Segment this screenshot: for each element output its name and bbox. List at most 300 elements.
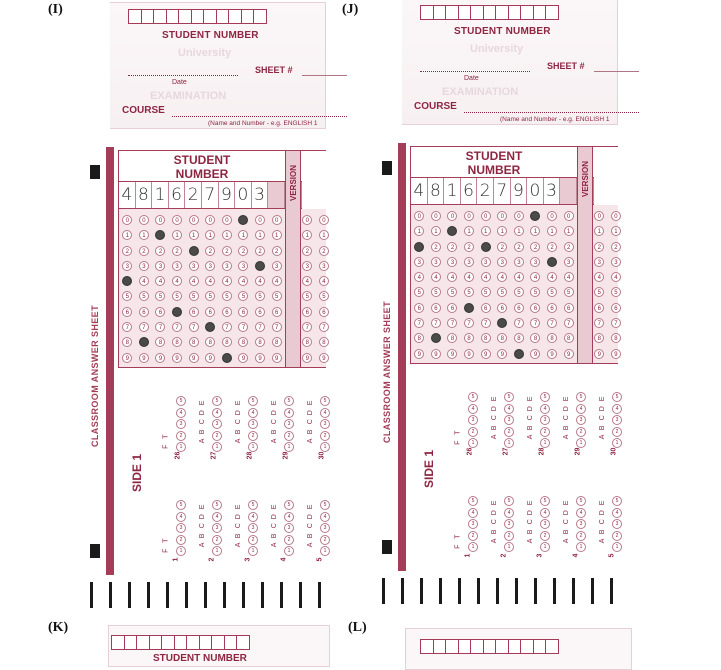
digit-bubble[interactable]: 2 — [431, 242, 441, 252]
answer-bubble[interactable]: 3 — [504, 415, 514, 425]
digit-bubble[interactable]: 4 — [564, 272, 574, 282]
digit-bubble[interactable]: 4 — [255, 276, 265, 286]
answer-bubble[interactable]: 4 — [504, 404, 514, 414]
digit-bubble[interactable]: 2 — [497, 242, 507, 252]
answer-bubble[interactable]: 3 — [612, 519, 622, 529]
answer-bubble[interactable]: 1 — [468, 542, 478, 552]
digit-bubble[interactable]: 7 — [189, 322, 199, 332]
digit-bubble[interactable]: 0 — [155, 215, 165, 225]
answer-bubble[interactable]: 2 — [468, 531, 478, 541]
digit-bubble[interactable]: 6 — [611, 303, 621, 313]
digit-bubble[interactable]: 6 — [514, 303, 524, 313]
digit-bubble[interactable]: 0 — [594, 211, 604, 221]
digit-bubble[interactable]: 1 — [205, 230, 215, 240]
digit-bubble[interactable]: 5 — [497, 287, 507, 297]
digit-bubble[interactable]: 7 — [594, 318, 604, 328]
digit-bubble[interactable]: 2 — [611, 242, 621, 252]
digit-bubble[interactable]: 1 — [139, 230, 149, 240]
answer-bubble[interactable]: 3 — [320, 523, 330, 533]
digit-bubble[interactable]: 1 — [530, 226, 540, 236]
answer-bubble[interactable]: 4 — [212, 408, 222, 418]
answer-bubble[interactable]: 3 — [176, 523, 186, 533]
digit-bubble[interactable]: 0 — [272, 215, 282, 225]
answer-bubble[interactable]: 4 — [248, 512, 258, 522]
digit-bubble[interactable]: 6 — [122, 307, 132, 317]
answer-bubble[interactable]: 1 — [320, 442, 330, 452]
digit-bubble[interactable]: 7 — [431, 318, 441, 328]
digit-bubble[interactable]: 2 — [594, 242, 604, 252]
digit-bubble[interactable]: 7 — [319, 322, 329, 332]
digit-bubble[interactable]: 5 — [155, 291, 165, 301]
answer-bubble[interactable]: 3 — [212, 523, 222, 533]
answer-bubble[interactable]: 1 — [212, 442, 222, 452]
digit-bubble[interactable]: 2 — [205, 246, 215, 256]
digit-bubble[interactable]: 7 — [547, 318, 557, 328]
answer-bubble[interactable]: 2 — [284, 431, 294, 441]
digit-bubble[interactable]: 5 — [222, 291, 232, 301]
digit-bubble[interactable]: 0 — [222, 215, 232, 225]
digit-bubble[interactable]: 4 — [414, 272, 424, 282]
digit-bubble[interactable]: 0 — [564, 211, 574, 221]
answer-bubble[interactable]: 2 — [284, 535, 294, 545]
digit-bubble[interactable]: 2 — [255, 246, 265, 256]
answer-bubble[interactable]: 1 — [576, 438, 586, 448]
digit-bubble[interactable]: 4 — [222, 276, 232, 286]
digit-bubble[interactable]: 9 — [205, 353, 215, 363]
digit-bubble[interactable]: 1 — [594, 226, 604, 236]
digit-bubble[interactable]: 0 — [514, 211, 524, 221]
digit-bubble[interactable]: 5 — [272, 291, 282, 301]
digit-bubble[interactable]: 8 — [222, 337, 232, 347]
digit-bubble[interactable]: 3 — [464, 257, 474, 267]
digit-bubble[interactable]: 9 — [464, 349, 474, 359]
digit-bubble[interactable]: 4 — [431, 272, 441, 282]
digit-bubble[interactable]: 9 — [447, 349, 457, 359]
answer-bubble[interactable]: 3 — [576, 519, 586, 529]
answer-bubble[interactable]: 4 — [176, 512, 186, 522]
answer-bubble[interactable]: 3 — [576, 415, 586, 425]
answer-bubble[interactable]: 1 — [284, 442, 294, 452]
digit-bubble[interactable]: 2 — [530, 242, 540, 252]
answer-bubble[interactable]: 5 — [540, 392, 550, 402]
digit-bubble[interactable]: 7 — [139, 322, 149, 332]
digit-bubble[interactable]: 2 — [547, 242, 557, 252]
digit-bubble[interactable]: 1 — [172, 230, 182, 240]
digit-bubble[interactable]: 9 — [255, 353, 265, 363]
digit-bubble[interactable] — [431, 333, 441, 343]
answer-bubble[interactable]: 5 — [320, 500, 330, 510]
answer-bubble[interactable]: 5 — [468, 392, 478, 402]
digit-bubble[interactable]: 5 — [564, 287, 574, 297]
answer-bubble[interactable]: 4 — [576, 404, 586, 414]
digit-bubble[interactable]: 5 — [122, 291, 132, 301]
digit-bubble[interactable]: 9 — [139, 353, 149, 363]
digit-bubble[interactable] — [238, 215, 248, 225]
answer-bubble[interactable]: 1 — [540, 542, 550, 552]
digit-bubble[interactable]: 5 — [547, 287, 557, 297]
answer-bubble[interactable]: 5 — [176, 396, 186, 406]
answer-bubble[interactable]: 5 — [212, 396, 222, 406]
answer-bubble[interactable]: 1 — [612, 438, 622, 448]
digit-bubble[interactable]: 7 — [255, 322, 265, 332]
answer-bubble[interactable]: 3 — [504, 519, 514, 529]
digit-bubble[interactable]: 1 — [611, 226, 621, 236]
digit-bubble[interactable]: 8 — [464, 333, 474, 343]
digit-bubble[interactable]: 8 — [255, 337, 265, 347]
answer-bubble[interactable]: 1 — [504, 542, 514, 552]
answer-bubble[interactable]: 2 — [576, 427, 586, 437]
digit-bubble[interactable]: 0 — [547, 211, 557, 221]
digit-bubble[interactable]: 8 — [272, 337, 282, 347]
answer-bubble[interactable]: 4 — [284, 512, 294, 522]
digit-bubble[interactable]: 9 — [530, 349, 540, 359]
digit-bubble[interactable]: 4 — [497, 272, 507, 282]
digit-bubble[interactable]: 3 — [530, 257, 540, 267]
digit-bubble[interactable]: 5 — [594, 287, 604, 297]
digit-bubble[interactable]: 6 — [447, 303, 457, 313]
answer-bubble[interactable]: 3 — [468, 415, 478, 425]
digit-bubble[interactable] — [530, 211, 540, 221]
digit-bubble[interactable]: 5 — [514, 287, 524, 297]
digit-bubble[interactable]: 8 — [172, 337, 182, 347]
digit-bubble[interactable] — [481, 242, 491, 252]
digit-bubble[interactable]: 9 — [497, 349, 507, 359]
digit-bubble[interactable]: 5 — [611, 287, 621, 297]
digit-bubble[interactable]: 2 — [222, 246, 232, 256]
digit-bubble[interactable]: 0 — [172, 215, 182, 225]
digit-bubble[interactable]: 4 — [447, 272, 457, 282]
digit-bubble[interactable]: 7 — [481, 318, 491, 328]
digit-bubble[interactable]: 8 — [530, 333, 540, 343]
digit-bubble[interactable]: 0 — [319, 215, 329, 225]
digit-bubble[interactable]: 3 — [611, 257, 621, 267]
digit-bubble[interactable]: 7 — [447, 318, 457, 328]
digit-bubble[interactable]: 7 — [464, 318, 474, 328]
answer-bubble[interactable]: 5 — [284, 396, 294, 406]
digit-bubble[interactable] — [222, 353, 232, 363]
digit-bubble[interactable]: 0 — [497, 211, 507, 221]
answer-bubble[interactable]: 5 — [468, 496, 478, 506]
answer-bubble[interactable]: 5 — [504, 392, 514, 402]
answer-bubble[interactable]: 4 — [320, 512, 330, 522]
digit-bubble[interactable]: 7 — [514, 318, 524, 328]
answer-bubble[interactable]: 5 — [576, 392, 586, 402]
answer-bubble[interactable]: 2 — [612, 427, 622, 437]
digit-bubble[interactable]: 4 — [481, 272, 491, 282]
digit-bubble[interactable]: 6 — [481, 303, 491, 313]
answer-bubble[interactable]: 1 — [284, 546, 294, 556]
digit-bubble[interactable]: 8 — [205, 337, 215, 347]
digit-bubble[interactable]: 6 — [272, 307, 282, 317]
answer-bubble[interactable]: 3 — [540, 519, 550, 529]
answer-bubble[interactable]: 1 — [248, 546, 258, 556]
answer-bubble[interactable]: 5 — [576, 496, 586, 506]
digit-bubble[interactable]: 1 — [481, 226, 491, 236]
digit-bubble[interactable]: 6 — [189, 307, 199, 317]
digit-bubble[interactable]: 8 — [481, 333, 491, 343]
digit-bubble[interactable]: 3 — [564, 257, 574, 267]
digit-bubble[interactable]: 3 — [431, 257, 441, 267]
answer-bubble[interactable]: 1 — [248, 442, 258, 452]
digit-bubble[interactable]: 3 — [319, 261, 329, 271]
digit-bubble[interactable]: 3 — [122, 261, 132, 271]
digit-bubble[interactable]: 5 — [431, 287, 441, 297]
digit-bubble[interactable]: 1 — [238, 230, 248, 240]
answer-bubble[interactable]: 5 — [540, 496, 550, 506]
answer-bubble[interactable]: 4 — [504, 508, 514, 518]
digit-bubble[interactable]: 5 — [139, 291, 149, 301]
digit-bubble[interactable]: 9 — [564, 349, 574, 359]
digit-bubble[interactable]: 0 — [481, 211, 491, 221]
digit-bubble[interactable]: 4 — [172, 276, 182, 286]
digit-bubble[interactable]: 3 — [222, 261, 232, 271]
answer-bubble[interactable]: 3 — [248, 419, 258, 429]
digit-bubble[interactable]: 9 — [122, 353, 132, 363]
digit-bubble[interactable]: 0 — [139, 215, 149, 225]
digit-bubble[interactable]: 7 — [122, 322, 132, 332]
digit-bubble[interactable]: 3 — [189, 261, 199, 271]
digit-bubble[interactable]: 8 — [189, 337, 199, 347]
answer-bubble[interactable]: 2 — [540, 427, 550, 437]
digit-bubble[interactable]: 4 — [189, 276, 199, 286]
digit-bubble[interactable]: 5 — [530, 287, 540, 297]
digit-bubble[interactable]: 9 — [481, 349, 491, 359]
digit-bubble[interactable]: 8 — [302, 337, 312, 347]
digit-bubble[interactable]: 4 — [139, 276, 149, 286]
digit-bubble[interactable]: 9 — [172, 353, 182, 363]
digit-bubble[interactable]: 4 — [611, 272, 621, 282]
answer-bubble[interactable]: 2 — [176, 535, 186, 545]
digit-bubble[interactable]: 0 — [205, 215, 215, 225]
digit-bubble[interactable]: 1 — [464, 226, 474, 236]
digit-bubble[interactable]: 2 — [464, 242, 474, 252]
answer-bubble[interactable]: 3 — [284, 419, 294, 429]
digit-bubble[interactable]: 9 — [611, 349, 621, 359]
answer-bubble[interactable]: 4 — [284, 408, 294, 418]
answer-bubble[interactable]: 2 — [248, 431, 258, 441]
answer-bubble[interactable]: 3 — [320, 419, 330, 429]
digit-bubble[interactable]: 6 — [139, 307, 149, 317]
digit-bubble[interactable]: 7 — [238, 322, 248, 332]
digit-bubble[interactable]: 3 — [497, 257, 507, 267]
digit-bubble[interactable]: 8 — [497, 333, 507, 343]
digit-bubble[interactable]: 0 — [302, 215, 312, 225]
digit-bubble[interactable]: 2 — [319, 246, 329, 256]
digit-bubble[interactable]: 9 — [319, 353, 329, 363]
digit-bubble[interactable]: 2 — [514, 242, 524, 252]
answer-bubble[interactable]: 1 — [540, 438, 550, 448]
answer-bubble[interactable]: 5 — [284, 500, 294, 510]
digit-bubble[interactable]: 5 — [205, 291, 215, 301]
digit-bubble[interactable] — [255, 261, 265, 271]
digit-bubble[interactable]: 2 — [272, 246, 282, 256]
digit-bubble[interactable]: 8 — [122, 337, 132, 347]
digit-bubble[interactable]: 5 — [255, 291, 265, 301]
answer-bubble[interactable]: 4 — [612, 404, 622, 414]
digit-bubble[interactable]: 8 — [447, 333, 457, 343]
digit-bubble[interactable]: 2 — [564, 242, 574, 252]
digit-bubble[interactable]: 1 — [122, 230, 132, 240]
digit-bubble[interactable]: 1 — [497, 226, 507, 236]
answer-bubble[interactable]: 4 — [540, 508, 550, 518]
answer-bubble[interactable]: 5 — [176, 500, 186, 510]
digit-bubble[interactable]: 4 — [155, 276, 165, 286]
digit-bubble[interactable]: 6 — [431, 303, 441, 313]
digit-bubble[interactable]: 2 — [172, 246, 182, 256]
answer-bubble[interactable]: 3 — [248, 523, 258, 533]
digit-bubble[interactable]: 8 — [238, 337, 248, 347]
answer-bubble[interactable]: 2 — [504, 427, 514, 437]
digit-bubble[interactable]: 3 — [238, 261, 248, 271]
answer-bubble[interactable]: 5 — [248, 396, 258, 406]
digit-bubble[interactable]: 3 — [481, 257, 491, 267]
digit-bubble[interactable]: 8 — [514, 333, 524, 343]
digit-bubble[interactable]: 7 — [530, 318, 540, 328]
digit-bubble[interactable]: 7 — [155, 322, 165, 332]
answer-bubble[interactable]: 4 — [468, 508, 478, 518]
digit-bubble[interactable] — [205, 322, 215, 332]
digit-bubble[interactable] — [464, 303, 474, 313]
digit-bubble[interactable]: 0 — [611, 211, 621, 221]
digit-bubble[interactable]: 3 — [205, 261, 215, 271]
answer-bubble[interactable]: 3 — [284, 523, 294, 533]
answer-bubble[interactable]: 5 — [212, 500, 222, 510]
digit-bubble[interactable]: 1 — [255, 230, 265, 240]
answer-bubble[interactable]: 5 — [504, 496, 514, 506]
digit-bubble[interactable]: 7 — [564, 318, 574, 328]
digit-bubble[interactable] — [497, 318, 507, 328]
digit-bubble[interactable]: 8 — [547, 333, 557, 343]
answer-bubble[interactable]: 4 — [248, 408, 258, 418]
answer-bubble[interactable]: 4 — [320, 408, 330, 418]
digit-bubble[interactable]: 8 — [564, 333, 574, 343]
digit-bubble[interactable]: 0 — [414, 211, 424, 221]
answer-bubble[interactable]: 4 — [176, 408, 186, 418]
digit-bubble[interactable]: 1 — [302, 230, 312, 240]
digit-bubble[interactable]: 4 — [547, 272, 557, 282]
answer-bubble[interactable]: 1 — [468, 438, 478, 448]
answer-bubble[interactable]: 1 — [320, 546, 330, 556]
digit-bubble[interactable]: 8 — [319, 337, 329, 347]
answer-bubble[interactable]: 1 — [212, 546, 222, 556]
digit-bubble[interactable]: 9 — [594, 349, 604, 359]
answer-bubble[interactable]: 3 — [176, 419, 186, 429]
answer-bubble[interactable]: 2 — [320, 535, 330, 545]
digit-bubble[interactable]: 7 — [302, 322, 312, 332]
digit-bubble[interactable]: 4 — [514, 272, 524, 282]
digit-bubble[interactable]: 9 — [547, 349, 557, 359]
answer-bubble[interactable]: 4 — [212, 512, 222, 522]
answer-bubble[interactable]: 2 — [176, 431, 186, 441]
answer-bubble[interactable]: 4 — [468, 404, 478, 414]
digit-bubble[interactable]: 0 — [255, 215, 265, 225]
answer-bubble[interactable]: 5 — [612, 392, 622, 402]
digit-bubble[interactable] — [139, 337, 149, 347]
digit-bubble[interactable]: 1 — [319, 230, 329, 240]
digit-bubble[interactable] — [189, 246, 199, 256]
digit-bubble[interactable]: 9 — [155, 353, 165, 363]
answer-bubble[interactable]: 1 — [576, 542, 586, 552]
digit-bubble[interactable]: 6 — [255, 307, 265, 317]
digit-bubble[interactable]: 6 — [319, 307, 329, 317]
digit-bubble[interactable]: 0 — [431, 211, 441, 221]
digit-bubble[interactable]: 5 — [172, 291, 182, 301]
digit-bubble[interactable]: 1 — [564, 226, 574, 236]
digit-bubble[interactable]: 3 — [447, 257, 457, 267]
digit-bubble[interactable]: 1 — [189, 230, 199, 240]
digit-bubble[interactable]: 6 — [564, 303, 574, 313]
digit-bubble[interactable] — [547, 257, 557, 267]
answer-bubble[interactable]: 3 — [212, 419, 222, 429]
digit-bubble[interactable]: 8 — [611, 333, 621, 343]
digit-bubble[interactable] — [122, 276, 132, 286]
digit-bubble[interactable]: 2 — [139, 246, 149, 256]
digit-bubble[interactable]: 9 — [414, 349, 424, 359]
digit-bubble[interactable]: 3 — [514, 257, 524, 267]
answer-bubble[interactable]: 5 — [320, 396, 330, 406]
digit-bubble[interactable]: 2 — [302, 246, 312, 256]
digit-bubble[interactable]: 6 — [497, 303, 507, 313]
digit-bubble[interactable]: 1 — [222, 230, 232, 240]
digit-bubble[interactable]: 3 — [414, 257, 424, 267]
answer-bubble[interactable]: 4 — [540, 404, 550, 414]
digit-bubble[interactable]: 0 — [122, 215, 132, 225]
digit-bubble[interactable] — [155, 230, 165, 240]
answer-bubble[interactable]: 3 — [468, 519, 478, 529]
digit-bubble[interactable]: 3 — [155, 261, 165, 271]
digit-bubble[interactable]: 9 — [272, 353, 282, 363]
digit-bubble[interactable]: 4 — [238, 276, 248, 286]
digit-bubble[interactable]: 4 — [302, 276, 312, 286]
digit-bubble[interactable]: 4 — [205, 276, 215, 286]
answer-bubble[interactable]: 5 — [248, 500, 258, 510]
digit-bubble[interactable]: 3 — [272, 261, 282, 271]
answer-bubble[interactable]: 2 — [576, 531, 586, 541]
digit-bubble[interactable] — [414, 242, 424, 252]
digit-bubble[interactable]: 6 — [414, 303, 424, 313]
answer-bubble[interactable]: 1 — [612, 542, 622, 552]
digit-bubble[interactable]: 3 — [594, 257, 604, 267]
answer-bubble[interactable]: 2 — [504, 531, 514, 541]
digit-bubble[interactable]: 6 — [205, 307, 215, 317]
digit-bubble[interactable]: 6 — [530, 303, 540, 313]
digit-bubble[interactable]: 5 — [414, 287, 424, 297]
answer-bubble[interactable]: 1 — [176, 546, 186, 556]
answer-bubble[interactable]: 2 — [468, 427, 478, 437]
digit-bubble[interactable]: 1 — [547, 226, 557, 236]
digit-bubble[interactable]: 2 — [238, 246, 248, 256]
digit-bubble[interactable]: 3 — [139, 261, 149, 271]
digit-bubble[interactable]: 5 — [464, 287, 474, 297]
digit-bubble[interactable]: 1 — [431, 226, 441, 236]
digit-bubble[interactable]: 6 — [155, 307, 165, 317]
digit-bubble[interactable]: 5 — [319, 291, 329, 301]
digit-bubble[interactable]: 6 — [302, 307, 312, 317]
answer-bubble[interactable]: 5 — [612, 496, 622, 506]
digit-bubble[interactable]: 0 — [189, 215, 199, 225]
digit-bubble[interactable]: 8 — [594, 333, 604, 343]
digit-bubble[interactable]: 2 — [155, 246, 165, 256]
digit-bubble[interactable] — [514, 349, 524, 359]
answer-bubble[interactable]: 1 — [176, 442, 186, 452]
digit-bubble[interactable]: 7 — [222, 322, 232, 332]
answer-bubble[interactable]: 2 — [320, 431, 330, 441]
digit-bubble[interactable]: 6 — [547, 303, 557, 313]
digit-bubble[interactable]: 9 — [189, 353, 199, 363]
digit-bubble[interactable]: 4 — [319, 276, 329, 286]
answer-bubble[interactable]: 3 — [612, 415, 622, 425]
digit-bubble[interactable]: 0 — [447, 211, 457, 221]
